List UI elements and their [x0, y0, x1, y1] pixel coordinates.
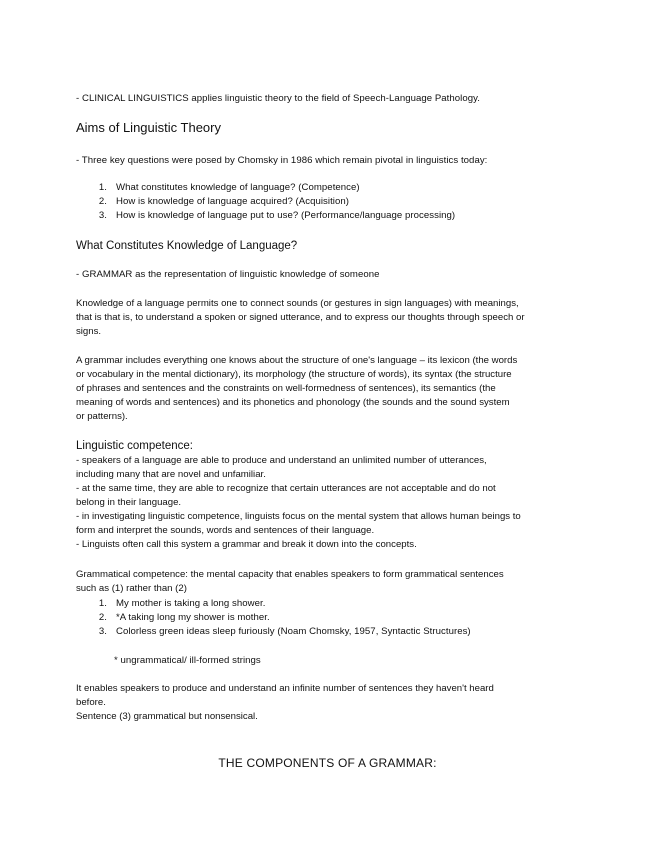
- paragraph-line: form and interpret the sounds, words and sentences of their language.: [76, 525, 375, 536]
- list-text: How is knowledge of language put to use? (Performance/language processing): [116, 210, 456, 221]
- list-number: 3.: [98, 210, 107, 221]
- paragraph-grammar: [76, 354, 581, 424]
- list-text: What constitutes knowledge of language? (Competence): [116, 182, 360, 193]
- list-text: *A taking long my shower is mother.: [116, 612, 270, 623]
- paragraph-line: A grammar includes everything one knows about the structure of one's language – its lexicon (the words: [76, 355, 518, 366]
- paragraph-line: - in investigating linguistic competence, linguists focus on the mental system that allows human beings to: [76, 511, 521, 522]
- heading-competence: Linguistic competence:: [76, 440, 193, 452]
- paragraph-line: or patterns).: [76, 411, 128, 422]
- list-number: 3.: [98, 626, 107, 637]
- chomsky-line: - Three key questions were posed by Chomsky in 1986 which remain pivotal in linguistics today:: [76, 155, 488, 166]
- paragraph-line: Knowledge of a language permits one to connect sounds (or gestures in sign languages) with meanings,: [76, 298, 519, 309]
- paragraph-line: Grammatical competence: the mental capacity that enables speakers to form grammatical sentences: [76, 569, 504, 580]
- paragraph-line: of phrases and sentences and the constraints on well-formedness of sentences), its semantics (the: [76, 383, 496, 394]
- paragraph-line: including many that are novel and unfamiliar.: [76, 469, 266, 480]
- asterisk-note: * ungrammatical/ ill-formed strings: [114, 655, 261, 666]
- heading-components: THE COMPONENTS OF A GRAMMAR:: [218, 756, 437, 770]
- paragraph-line: such as (1) rather than (2): [76, 583, 187, 594]
- list-text: How is knowledge of language acquired? (Acquisition): [116, 196, 349, 207]
- heading-aims: Aims of Linguistic Theory: [76, 120, 221, 135]
- paragraph-line: before.: [76, 697, 106, 708]
- grammar-line: - GRAMMAR as the representation of linguistic knowledge of someone: [76, 269, 380, 280]
- list-number: 2.: [98, 196, 107, 207]
- paragraph-line: It enables speakers to produce and understand an infinite number of sentences they haven't heard: [76, 683, 494, 694]
- paragraph-line: signs.: [76, 326, 102, 337]
- paragraph-line: Sentence (3) grammatical but nonsensical.: [76, 711, 258, 722]
- list-text: My mother is taking a long shower.: [116, 598, 266, 609]
- paragraph-line: or vocabulary in the mental dictionary), its morphology (the structure of words), its syntax (the structure: [76, 369, 512, 380]
- paragraph-line: meaning of words and sentences) and its phonetics and phonology (the sounds and the sound system: [76, 397, 510, 408]
- list-number: 1.: [98, 598, 107, 609]
- paragraph-line: that is that is, to understand a spoken or signed utterance, and to express our thoughts through speech or: [76, 312, 525, 323]
- intro-line: - CLINICAL LINGUISTICS applies linguistic theory to the field of Speech-Language Pathology.: [76, 93, 480, 104]
- paragraph-line: - at the same time, they are able to recognize that certain utterances are not acceptable and do not: [76, 483, 496, 494]
- heading-knowledge: What Constitutes Knowledge of Language?: [76, 240, 298, 252]
- list-text: Colorless green ideas sleep furiously (Noam Chomsky, 1957, Syntactic Structures): [116, 626, 471, 637]
- paragraph-knowledge: [76, 297, 581, 339]
- enables-block: [76, 682, 581, 724]
- paragraph-line: belong in their language.: [76, 497, 182, 508]
- list-number: 2.: [98, 612, 107, 623]
- paragraph-line: - speakers of a language are able to produce and understand an unlimited number of utterances,: [76, 455, 487, 466]
- competence-block: [76, 454, 581, 552]
- paragraph-line: - Linguists often call this system a grammar and break it down into the concepts.: [76, 539, 417, 550]
- list-number: 1.: [98, 182, 107, 193]
- grammatical-competence-block: [76, 568, 581, 596]
